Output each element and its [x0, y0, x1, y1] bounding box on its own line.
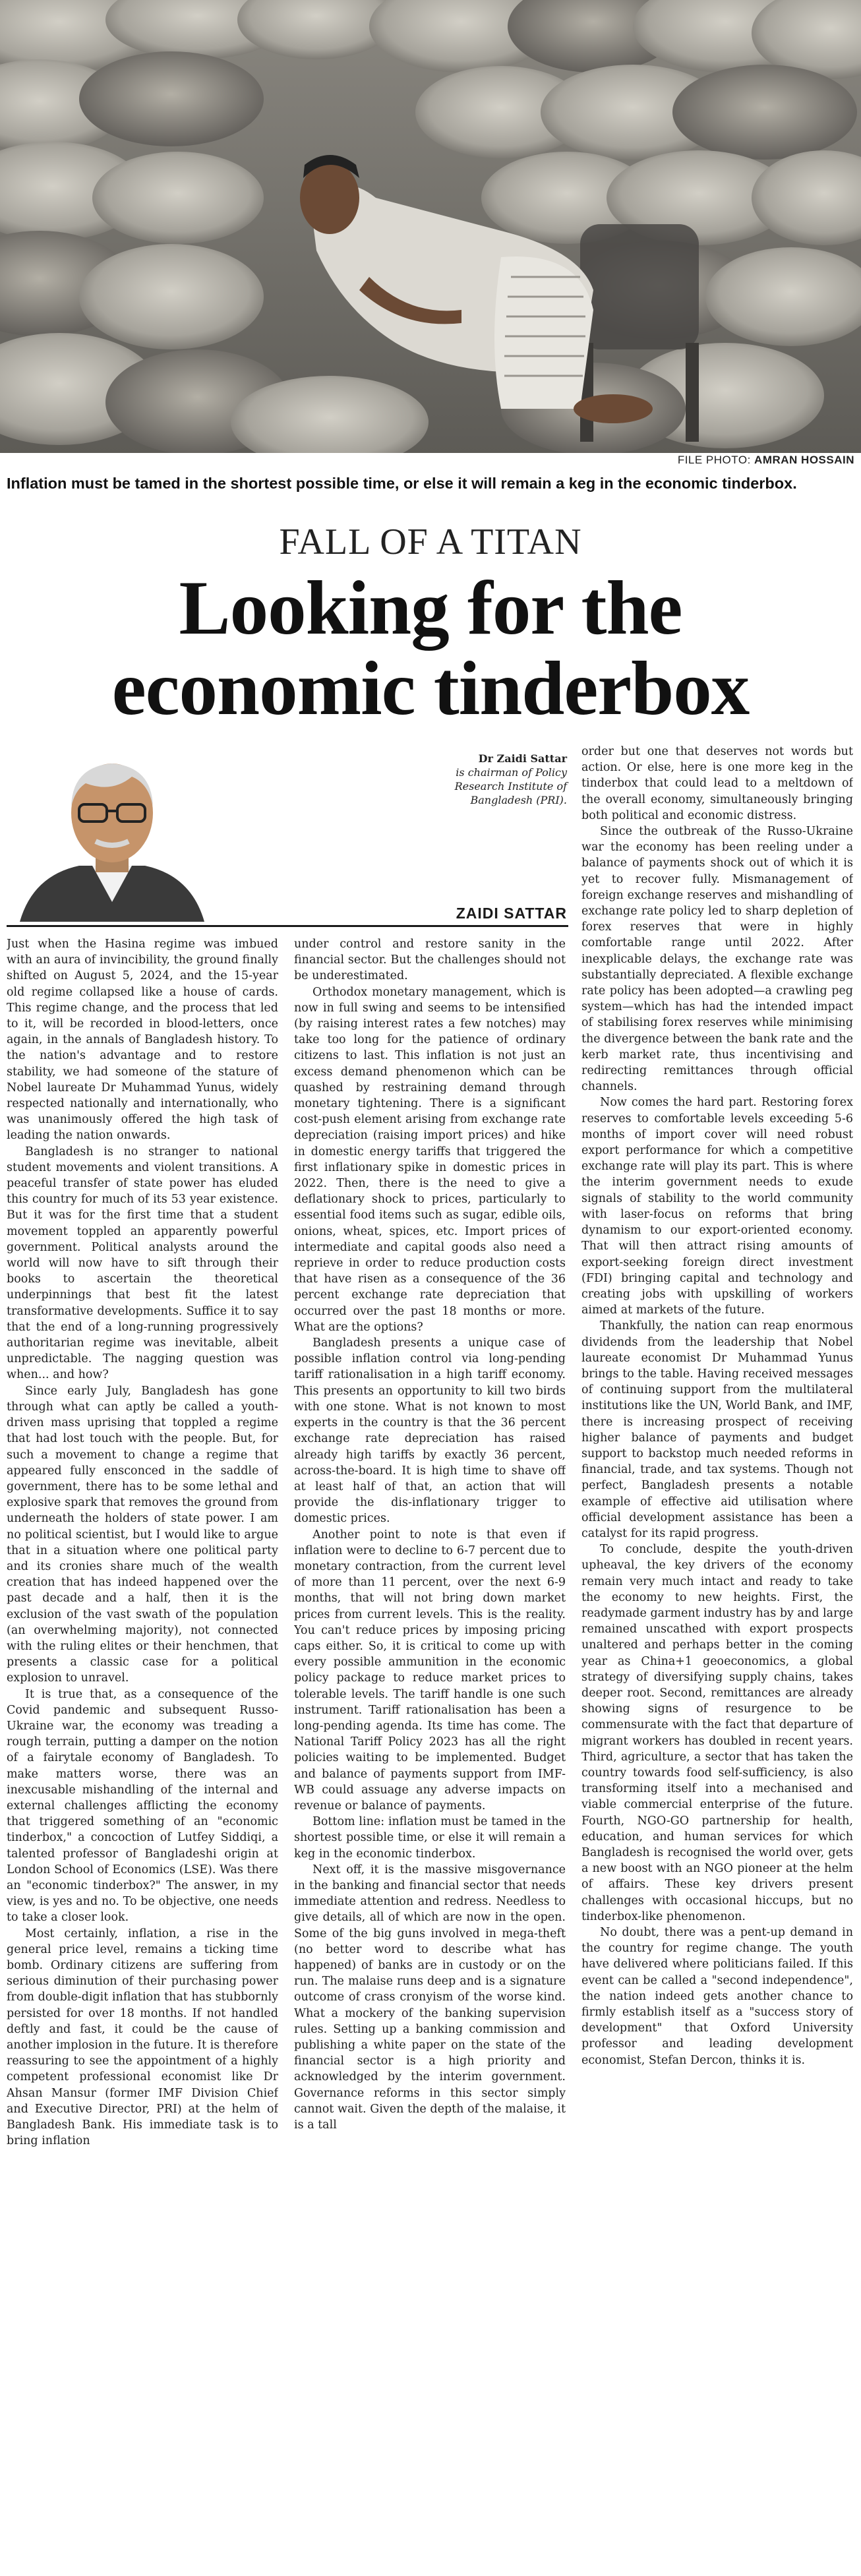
paragraph: Bangladesh presents a unique case of possible inflation control via long-pending tariff rationalisation in a high tariff economy. This presents an opportunity to kill two birds with one stone. What is not known to most experts in the country is that the 36 percent exchange rate depreciation has raised already high tariffs by exactly 36 percent, across-the-board. It is high time to shave off at least half of that, an action that will provide the dis-inflationary trigger to domestic prices.	[294, 1336, 566, 1526]
paragraph: Orthodox monetary management, which is now in full swing and seems to be intensified (by raising interest rates a few notches) may take too long for the patience of ordinary citizens to last. This inflation is not just an excess demand phenomenon which can be quashed by restraining demand through monetary tightening. There is a significant cost-push element arising from exchange rate depreciation (raising import prices) and hike in domestic energy tariffs that triggered the first inflationary spike in domestic prices in 2022. Then, there is the need to give a deflationary shock to prices, particularly to essential food items such as sugar, edible oils, onions, wheat, spices, etc. Import prices of intermediate and capital goods also need a reprieve in order to reduce production costs that have risen as a consequence of the 36 percent exchange rate depreciation that occurred over the past 18 months or more. What are the options?	[294, 985, 566, 1334]
paragraph: Thankfully, the nation can reap enormous dividends from the leadership that Nobel laureate economist Dr Muhammad Yunus brings to the table. Having received messages of continuing support from the multilateral institutions like the UN, World Bank, and IMF, there is increasing prospect of receiving higher balance of payments and budget support to backstop much needed reforms in financial, trade, and tax systems. Though not perfect, Bangladesh presents a notable example of effective aid utilisation where official development assistance has been a catalyst for its rapid progress.	[581, 1319, 853, 1540]
headline-line-2: economic tinderbox	[111, 646, 750, 731]
photo-caption: Inflation must be tamed in the shortest possible time, or else it will remain a keg in the economic tinderbox.	[7, 475, 797, 492]
author-bio	[396, 752, 567, 807]
paragraph: Bottom line: inflation must be tamed in the shortest possible time, or else it will remain a keg in the economic tinderbox.	[294, 1815, 566, 1861]
paragraph: Since the outbreak of the Russo-Ukraine war the economy has been reeling under a balance of payments shock out of which it is yet to recover fully. Mismanagement of foreign exchange reserves and mishandling of exchange rate policy led to sharp depletion of forex reserves that were in highly comfortable range until 2022. After inexplicable delays, the exchange rate was substantially depreciated. A flexible exchange rate policy has been adopted—a crawling peg system—which has had the intended impact of stabilising forex reserves while minimising the divergence between the bank rate and the kerb market rate, thus incentivising and redirecting remittances through official channels.	[581, 825, 853, 1094]
paragraph: Now comes the hard part. Restoring forex reserves to comfortable levels exceeding 5-6 months of import cover will need robust export performance for which a competitive exchange rate will play its part. This is where the interim government needs to exude signals of stability to the world community with laser-focus on reforms that bring dynamism to our export-oriented economy. That will then attract rising amounts of export-seeking foreign direct investment (FDI) bringing capital and technology and creating jobs with upskilling of workers aimed at markets of the future.	[581, 1096, 853, 1317]
paragraph: Most certainly, inflation, a rise in the general price level, remains a ticking time bomb. Ordinary citizens are suffering from serious diminution of their purchasing power from double-digit inflation that has stubbornly persisted for over 18 months. If not handled deftly and fast, it could be the cause of another implosion in the future. It is therefore reassuring to see the appointment of a highly competent professional economist like Dr Ahsan Mansur (former IMF Division Chief and Executive Director, PRI) at the helm of Bangladesh Bank. His immediate task is to bring inflation	[7, 1927, 278, 2148]
paragraph: Next off, it is the massive misgovernance in the banking and financial sector that needs immediate attention and redress. Needless to give details, all of which are now in the open. Some of the big guns involved in mega-theft (no better word to describe what has happened) of banks are in custody or on the run. The malaise runs deep and is a signature outcome of crass cronyism of the worse kind. What a mockery of the banking supervision rules. Setting up a banking commission and publishing a white paper on the state of the financial sector is a high priority and acknowledged by the interim government. Governance reforms in this sector simply cannot wait. Given the depth of the malaise, it is a tall	[294, 1863, 566, 2132]
body-column-3	[581, 744, 853, 2571]
author-portrait-icon	[7, 744, 218, 922]
credit-prefix: FILE PHOTO:	[677, 454, 751, 466]
paragraph: Since early July, Bangladesh has gone through what can aptly be called a youth-driven mass uprising that toppled a regime that had lost touch with the people. But, for such a movement to change a regime that appeared fully ensconced in the saddle of government, there has to be some lethal and explosive spark that removes the ground from underneath the holders of state power. I am no political scientist, but I would like to argue that in a situation where one political party and its cronies share much of the wealth creation that has indeed happened over the past decade and a half, then it is the exclusion of the vast swath of the population (an overwhelming majority), not connected with the ruling elites or their henchmen, that presents a classic case for a political explosion to unravel.	[7, 1384, 278, 1685]
author-bio-line: Research Institute of	[454, 780, 567, 793]
credit-name: AMRAN HOSSAIN	[754, 454, 854, 466]
paragraph: Bangladesh is no stranger to national student movements and violent transitions. A peaceful transfer of state power has eluded this country for much of its 53 year existence. But it was for the first time that a student movement toppled an apparently powerful government. Political analysts around the world will now have to sift through their books to ascertain the theoretical underpinnings that best fit the latest transformative developments. Suffice it to say that the end of a long-running progressively authoritarian regime was inevitable, albeit unpredictable. The nagging question was when... and how?	[7, 1145, 278, 1382]
paragraph: It is true that, as a consequence of the Covid pandemic and subsequent Russo-Ukraine war, the economy was treading a rough terrain, putting a damper on the notion of a fairytale economy of Bangladesh. To make matters worse, there was an inexcusable mishandling of the internal and external challenges afflicting the economy that triggered something of an "economic tinderbox," a concoction of Lutfey Siddiqi, a talented professor of Bangladeshi origin at London School of Economics (LSE). Was there an "economic tinderbox?" The answer, in my view, is yes and no. To be objective, one needs to take a closer look.	[7, 1687, 278, 1925]
kicker: FALL OF A TITAN	[279, 522, 582, 562]
photo-credit	[0, 454, 854, 472]
paragraph: Just when the Hasina regime was imbued with an aura of invincibility, the ground finally shifted on August 5, 2024, and the 15-year old regime collapsed like a house of cards. This regime change, and the process that led to it, will be recorded in blood-letters, once again, in the annals of Bangladesh history. To the nation's advantage and to restore stability, we had someone of the stature of Nobel laureate Dr Muhammad Yunus, widely respected nationally and internationally, who was unanimously offered the high task of leading the nation onwards.	[7, 938, 278, 1143]
headline	[40, 568, 821, 729]
author-bio-line: Bangladesh (PRI).	[470, 794, 567, 806]
article-photo	[0, 0, 861, 453]
paragraph: No doubt, there was a pent-up demand in the country for regime change. The youth have delivered where politicians failed. If this event can be called a "second independence", the nation indeed gets another chance to firmly establish itself as a "success story of development" that Oxford University professor and leading development economist, Stefan Dercon, thinks it is.	[581, 1926, 853, 2067]
body-column-2	[294, 936, 566, 2571]
author-name: Dr Zaidi Sattar	[478, 752, 567, 765]
author-bio-line: is chairman of Policy	[456, 766, 567, 779]
paragraph: order but one that deserves not words but action. Or else, here is one more keg in the tinderbox that could lead to a meltdown of the overall economy, simultaneously bringing both political and economic distress.	[581, 745, 853, 822]
byline-divider	[7, 925, 568, 927]
author-photo	[7, 744, 218, 922]
sleeping-worker-on-sacks-illustration	[0, 0, 861, 453]
headline-line-1: Looking for the	[179, 566, 682, 651]
body-column-1	[7, 936, 278, 2571]
paragraph: under control and restore sanity in the financial sector. But the challenges should not be underestimated.	[294, 938, 566, 983]
byline: ZAIDI SATTAR	[456, 905, 567, 922]
paragraph: To conclude, despite the youth-driven upheaval, the key drivers of the economy remain very much intact and ready to take the economy to new heights. First, the readymade garment industry has by and large remained unscathed with export prospects unaltered and perhaps better in the coming year as China+1 geoeconomics, a global strategy of diversifying supply chains, takes deeper root. Second, remittances are already showing signs of resurgence to be commensurate with the fact that departure of migrant workers has doubled in recent years. Third, agriculture, a sector that has taken the country towards food self-sufficiency, is also transforming itself into a mechanised and viable commercial enterprise of the future. Fourth, NGO-GO partnership for health, education, and human services for which Bangladesh is recognised the world over, gets a new boost with an NGO pioneer at the helm of affairs. These key drivers present challenges with occasional hiccups, but no tinderbox-like phenomenon.	[581, 1543, 853, 1923]
paragraph: Another point to note is that even if inflation were to decline to 6-7 percent due to monetary contraction, from the current level of more than 11 percent, over the next 6-9 months, that will not bring down market prices from current levels. This is the reality. You can't reduce prices by imposing pricing caps either. So, it is critical to come up with every possible ammunition in the economic policy package to reduce market prices to tolerable levels. The tariff handle is one such instrument. Tariff rationalisation has been a long-pending agenda. Its time has come. The National Tariff Policy 2023 has all the right policies waiting to be implemented. Budget and balance of payments support from IMF-WB could assuage any adverse impacts on revenue or balance of payments.	[294, 1528, 566, 1812]
